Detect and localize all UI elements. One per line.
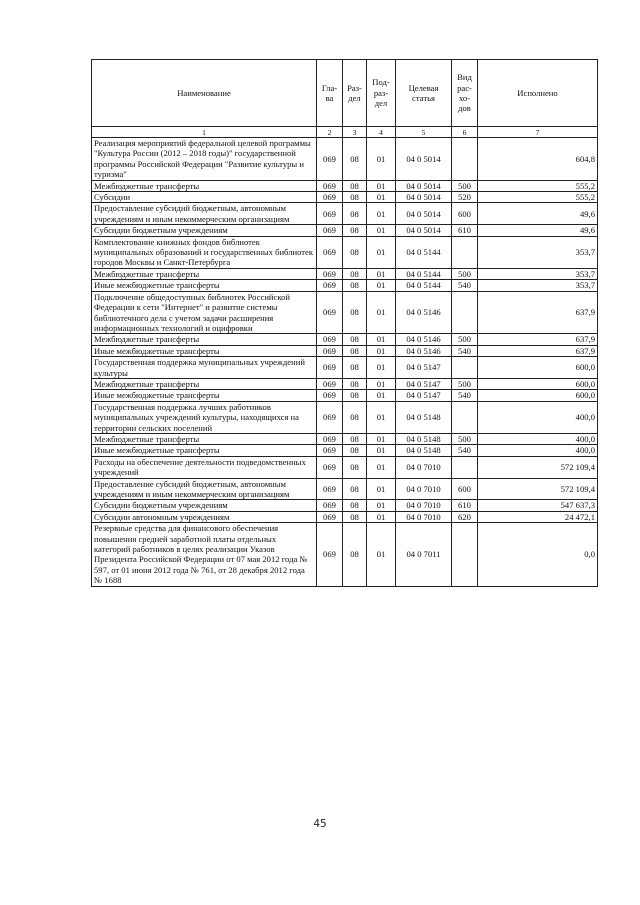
row-glava-cell: 069	[317, 500, 343, 511]
row-ispolneno-cell: 572 109,4	[478, 478, 598, 500]
row-name-cell: Резервные средства для финансового обеспечения повышения средней заработной платы отдельных категорий работников в целях реализации Указов Президента Российской Федерации от 07 мая 2012 года № 597, от 01 июня 2012 года № 761, от 28 декабря 2012 года № 1688	[92, 523, 317, 586]
row-vid-cell: 540	[452, 280, 478, 291]
row-podrazdel-cell: 01	[367, 291, 396, 334]
row-razdel-cell: 08	[343, 334, 367, 345]
row-name-cell: Субсидии бюджетным учреждениям	[92, 500, 317, 511]
index-cell: 1	[92, 127, 317, 138]
table-row	[92, 225, 598, 236]
row-razdel-cell: 08	[343, 357, 367, 379]
row-razdel-cell: 08	[343, 445, 367, 456]
row-razdel-cell: 08	[343, 401, 367, 433]
row-statya-cell: 04 0 5014	[396, 203, 452, 225]
header-vid: Вид рас- хо- дов	[452, 60, 478, 127]
index-cell: 3	[343, 127, 367, 138]
row-name-cell: Предоставление субсидий бюджетным, автономным учреждениям и иным некоммерческим организациям	[92, 478, 317, 500]
row-statya-cell: 04 0 5147	[396, 378, 452, 389]
row-glava-cell: 069	[317, 523, 343, 586]
row-glava-cell: 069	[317, 511, 343, 522]
table-row	[92, 511, 598, 522]
row-ispolneno-cell: 637,9	[478, 334, 598, 345]
row-razdel-cell: 08	[343, 478, 367, 500]
row-glava-cell: 069	[317, 401, 343, 433]
row-name-cell: Иные межбюджетные трансферты	[92, 280, 317, 291]
table-row	[92, 378, 598, 389]
row-podrazdel-cell: 01	[367, 225, 396, 236]
row-podrazdel-cell: 01	[367, 357, 396, 379]
row-ispolneno-cell: 0,0	[478, 523, 598, 586]
header-name: Наименование	[92, 60, 317, 127]
row-ispolneno-cell: 49,6	[478, 225, 598, 236]
row-statya-cell: 04 0 5146	[396, 334, 452, 345]
row-glava-cell: 069	[317, 192, 343, 203]
row-razdel-cell: 08	[343, 433, 367, 444]
row-podrazdel-cell: 01	[367, 268, 396, 279]
row-statya-cell: 04 0 5014	[396, 192, 452, 203]
row-razdel-cell: 08	[343, 345, 367, 356]
row-statya-cell: 04 0 5147	[396, 357, 452, 379]
table-row	[92, 445, 598, 456]
row-name-cell: Государственная поддержка муниципальных учреждений культуры	[92, 357, 317, 379]
table-row	[92, 478, 598, 500]
row-glava-cell: 069	[317, 225, 343, 236]
row-podrazdel-cell: 01	[367, 378, 396, 389]
row-glava-cell: 069	[317, 203, 343, 225]
row-vid-cell	[452, 138, 478, 181]
row-podrazdel-cell: 01	[367, 138, 396, 181]
row-podrazdel-cell: 01	[367, 433, 396, 444]
row-ispolneno-cell: 572 109,4	[478, 456, 598, 478]
row-ispolneno-cell: 400,0	[478, 401, 598, 433]
row-vid-cell: 540	[452, 390, 478, 401]
row-name-cell: Предоставление субсидий бюджетным, автономным учреждениям и иным некоммерческим организациям	[92, 203, 317, 225]
row-name-cell: Государственная поддержка лучших работников муниципальных учреждений культуры, находящихся на территории сельских поселений	[92, 401, 317, 433]
row-vid-cell: 620	[452, 511, 478, 522]
row-name-cell: Межбюджетные трансферты	[92, 180, 317, 191]
row-vid-cell	[452, 401, 478, 433]
table-row	[92, 280, 598, 291]
row-ispolneno-cell: 600,0	[478, 378, 598, 389]
table-body	[92, 138, 598, 587]
row-ispolneno-cell: 604,8	[478, 138, 598, 181]
row-statya-cell: 04 0 5146	[396, 291, 452, 334]
row-ispolneno-cell: 600,0	[478, 390, 598, 401]
row-podrazdel-cell: 01	[367, 180, 396, 191]
row-vid-cell: 500	[452, 180, 478, 191]
row-vid-cell: 500	[452, 334, 478, 345]
row-name-cell: Расходы на обеспечение деятельности подведомственных учреждений	[92, 456, 317, 478]
row-podrazdel-cell: 01	[367, 478, 396, 500]
row-vid-cell: 610	[452, 500, 478, 511]
index-cell: 6	[452, 127, 478, 138]
row-vid-cell: 600	[452, 478, 478, 500]
row-glava-cell: 069	[317, 433, 343, 444]
row-vid-cell: 500	[452, 378, 478, 389]
table-row	[92, 192, 598, 203]
row-podrazdel-cell: 01	[367, 192, 396, 203]
header-razdel: Раз- дел	[343, 60, 367, 127]
table-row	[92, 180, 598, 191]
table-row	[92, 390, 598, 401]
row-name-cell: Межбюджетные трансферты	[92, 268, 317, 279]
row-glava-cell: 069	[317, 478, 343, 500]
row-ispolneno-cell: 353,7	[478, 236, 598, 268]
row-name-cell: Подключение общедоступных библиотек Российской Федерации к сети "Интернет" и развитие системы библиотечного дела с учетом задачи расширения информационных технологий и оцифровки	[92, 291, 317, 334]
row-statya-cell: 04 0 5148	[396, 445, 452, 456]
row-name-cell: Межбюджетные трансферты	[92, 334, 317, 345]
row-vid-cell: 610	[452, 225, 478, 236]
row-name-cell: Субсидии автономным учреждениям	[92, 511, 317, 522]
row-glava-cell: 069	[317, 180, 343, 191]
table-row	[92, 433, 598, 444]
row-ispolneno-cell: 24 472,1	[478, 511, 598, 522]
row-statya-cell: 04 0 5146	[396, 345, 452, 356]
row-razdel-cell: 08	[343, 180, 367, 191]
row-vid-cell: 520	[452, 192, 478, 203]
row-glava-cell: 069	[317, 345, 343, 356]
table-row	[92, 357, 598, 379]
row-podrazdel-cell: 01	[367, 236, 396, 268]
row-razdel-cell: 08	[343, 378, 367, 389]
row-ispolneno-cell: 637,9	[478, 291, 598, 334]
row-vid-cell	[452, 291, 478, 334]
row-razdel-cell: 08	[343, 203, 367, 225]
row-name-cell: Комплектование книжных фондов библиотек муниципальных образований и государственных библиотек городов Москвы и Санкт-Петербурга	[92, 236, 317, 268]
row-podrazdel-cell: 01	[367, 445, 396, 456]
table-row	[92, 456, 598, 478]
row-name-cell: Межбюджетные трансферты	[92, 378, 317, 389]
row-razdel-cell: 08	[343, 268, 367, 279]
table-row	[92, 203, 598, 225]
row-vid-cell: 600	[452, 203, 478, 225]
row-statya-cell: 04 0 5144	[396, 280, 452, 291]
row-glava-cell: 069	[317, 138, 343, 181]
row-ispolneno-cell: 400,0	[478, 445, 598, 456]
row-podrazdel-cell: 01	[367, 456, 396, 478]
row-razdel-cell: 08	[343, 138, 367, 181]
row-glava-cell: 069	[317, 291, 343, 334]
row-name-cell: Иные межбюджетные трансферты	[92, 445, 317, 456]
row-statya-cell: 04 0 7010	[396, 478, 452, 500]
row-ispolneno-cell: 49,6	[478, 203, 598, 225]
row-ispolneno-cell: 637,9	[478, 345, 598, 356]
row-vid-cell	[452, 357, 478, 379]
row-razdel-cell: 08	[343, 511, 367, 522]
index-cell: 5	[396, 127, 452, 138]
header-glava: Гла- ва	[317, 60, 343, 127]
row-vid-cell	[452, 236, 478, 268]
page-number: 45	[313, 818, 327, 830]
row-statya-cell: 04 0 5014	[396, 180, 452, 191]
header-podrazdel: Под- раз- дел	[367, 60, 396, 127]
row-podrazdel-cell: 01	[367, 511, 396, 522]
row-glava-cell: 069	[317, 390, 343, 401]
header-statya: Целевая статья	[396, 60, 452, 127]
row-statya-cell: 04 0 5148	[396, 433, 452, 444]
row-razdel-cell: 08	[343, 225, 367, 236]
header-row	[92, 60, 598, 127]
row-glava-cell: 069	[317, 236, 343, 268]
header-ispolneno: Исполнено	[478, 60, 598, 127]
row-podrazdel-cell: 01	[367, 523, 396, 586]
table-row	[92, 268, 598, 279]
row-razdel-cell: 08	[343, 390, 367, 401]
row-podrazdel-cell: 01	[367, 390, 396, 401]
row-statya-cell: 04 0 7010	[396, 500, 452, 511]
row-glava-cell: 069	[317, 357, 343, 379]
row-statya-cell: 04 0 5144	[396, 268, 452, 279]
row-statya-cell: 04 0 5147	[396, 390, 452, 401]
index-cell: 7	[478, 127, 598, 138]
row-podrazdel-cell: 01	[367, 334, 396, 345]
row-name-cell: Субсидии	[92, 192, 317, 203]
row-vid-cell: 540	[452, 345, 478, 356]
table-row	[92, 401, 598, 433]
row-glava-cell: 069	[317, 280, 343, 291]
row-glava-cell: 069	[317, 445, 343, 456]
row-glava-cell: 069	[317, 378, 343, 389]
table-row	[92, 334, 598, 345]
row-ispolneno-cell: 547 637,3	[478, 500, 598, 511]
row-glava-cell: 069	[317, 334, 343, 345]
row-vid-cell: 500	[452, 268, 478, 279]
table-row	[92, 523, 598, 586]
table-row	[92, 345, 598, 356]
row-podrazdel-cell: 01	[367, 280, 396, 291]
row-razdel-cell: 08	[343, 280, 367, 291]
row-name-cell: Межбюджетные трансферты	[92, 433, 317, 444]
row-glava-cell: 069	[317, 456, 343, 478]
row-ispolneno-cell: 400,0	[478, 433, 598, 444]
row-name-cell: Иные межбюджетные трансферты	[92, 390, 317, 401]
row-razdel-cell: 08	[343, 291, 367, 334]
row-statya-cell: 04 0 5148	[396, 401, 452, 433]
budget-execution-table	[91, 59, 598, 587]
row-ispolneno-cell: 353,7	[478, 280, 598, 291]
column-index-row	[92, 127, 598, 138]
table-row	[92, 500, 598, 511]
row-razdel-cell: 08	[343, 192, 367, 203]
row-statya-cell: 04 0 5014	[396, 225, 452, 236]
row-ispolneno-cell: 555,2	[478, 180, 598, 191]
row-razdel-cell: 08	[343, 500, 367, 511]
row-name-cell: Реализация мероприятий федеральной целевой программы "Культура России (2012 – 2018 годы)" государственной программы Российской Федерации "Развитие культуры и туризма"	[92, 138, 317, 181]
row-razdel-cell: 08	[343, 456, 367, 478]
row-statya-cell: 04 0 7010	[396, 456, 452, 478]
row-ispolneno-cell: 555,2	[478, 192, 598, 203]
row-statya-cell: 04 0 5014	[396, 138, 452, 181]
row-vid-cell: 500	[452, 433, 478, 444]
index-cell: 4	[367, 127, 396, 138]
row-glava-cell: 069	[317, 268, 343, 279]
row-statya-cell: 04 0 7010	[396, 511, 452, 522]
row-podrazdel-cell: 01	[367, 345, 396, 356]
row-vid-cell	[452, 456, 478, 478]
row-podrazdel-cell: 01	[367, 203, 396, 225]
index-cell: 2	[317, 127, 343, 138]
row-vid-cell	[452, 523, 478, 586]
row-ispolneno-cell: 600,0	[478, 357, 598, 379]
row-ispolneno-cell: 353,7	[478, 268, 598, 279]
row-podrazdel-cell: 01	[367, 500, 396, 511]
row-name-cell: Субсидии бюджетным учреждениям	[92, 225, 317, 236]
row-statya-cell: 04 0 5144	[396, 236, 452, 268]
table-row	[92, 291, 598, 334]
row-name-cell: Иные межбюджетные трансферты	[92, 345, 317, 356]
row-razdel-cell: 08	[343, 523, 367, 586]
table-row	[92, 236, 598, 268]
row-podrazdel-cell: 01	[367, 401, 396, 433]
budget-table-page	[91, 59, 597, 587]
row-vid-cell: 540	[452, 445, 478, 456]
table-row	[92, 138, 598, 181]
row-statya-cell: 04 0 7011	[396, 523, 452, 586]
row-razdel-cell: 08	[343, 236, 367, 268]
